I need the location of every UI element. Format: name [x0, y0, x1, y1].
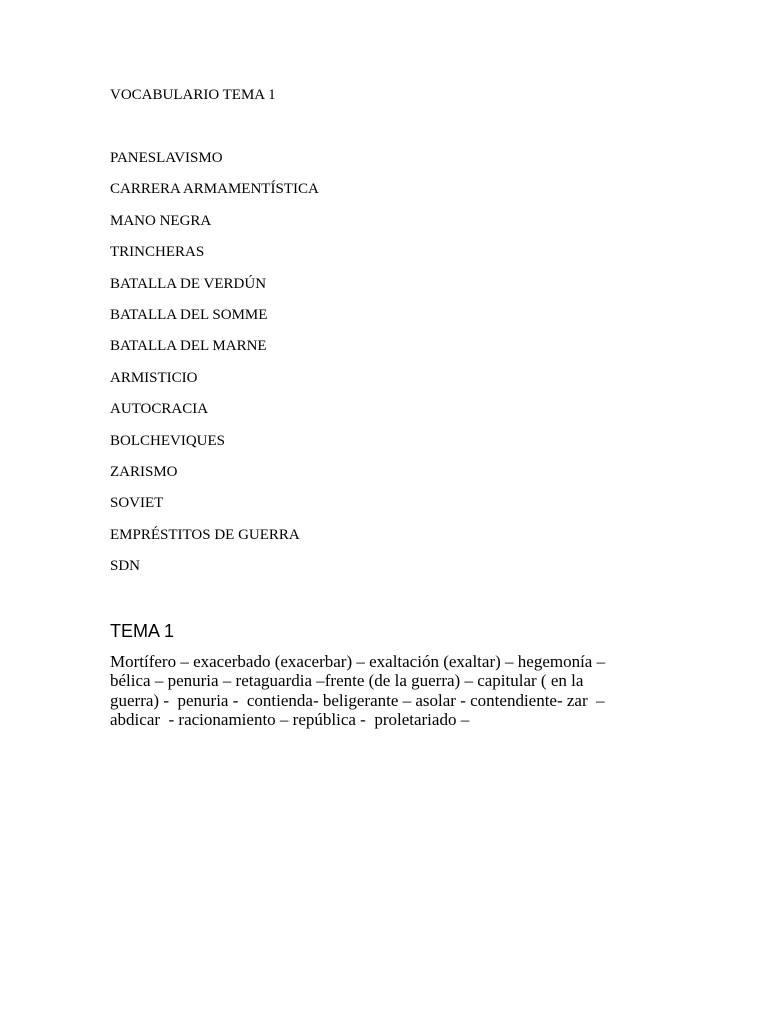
section-heading: TEMA 1 [110, 621, 175, 641]
paragraph-line: Mortífero – exacerbado (exacerbar) – exaltación (exaltar) – hegemonía – [110, 652, 606, 671]
vocabulary-item: SDN [110, 558, 141, 575]
vocabulary-item: EMPRÉSTITOS DE GUERRA [110, 526, 300, 543]
vocabulary-item: BOLCHEVIQUES [110, 432, 225, 449]
paragraph-line: abdicar - racionamiento – república - proletariado – [110, 709, 470, 729]
vocabulary-list [110, 149, 319, 588]
vocabulary-item: ARMISTICIO [110, 369, 198, 386]
section-paragraph [110, 652, 650, 729]
vocabulary-item: AUTOCRACIA [110, 401, 209, 418]
vocabulary-item: BATALLA DEL SOMME [110, 306, 268, 323]
vocabulary-item: SOVIET [110, 495, 164, 512]
vocabulary-item: PANESLAVISMO [110, 150, 223, 166]
document-title: VOCABULARIO TEMA 1 [110, 87, 276, 103]
vocabulary-item: ZARISMO [110, 463, 178, 480]
paragraph-line: guerra) - penuria - contienda- beligerante – asolar - contendiente- zar – [110, 690, 605, 710]
vocabulary-item: BATALLA DEL MARNE [110, 338, 267, 355]
vocabulary-item: MANO NEGRA [110, 212, 212, 229]
vocabulary-item: TRINCHERAS [110, 244, 205, 261]
paragraph-line: bélica – penuria – retaguardia –frente (de la guerra) – capitular ( en la [110, 671, 584, 691]
vocabulary-item: BATALLA DE VERDÚN [110, 275, 267, 292]
vocabulary-item: CARRERA ARMAMENTÍSTICA [110, 181, 319, 198]
